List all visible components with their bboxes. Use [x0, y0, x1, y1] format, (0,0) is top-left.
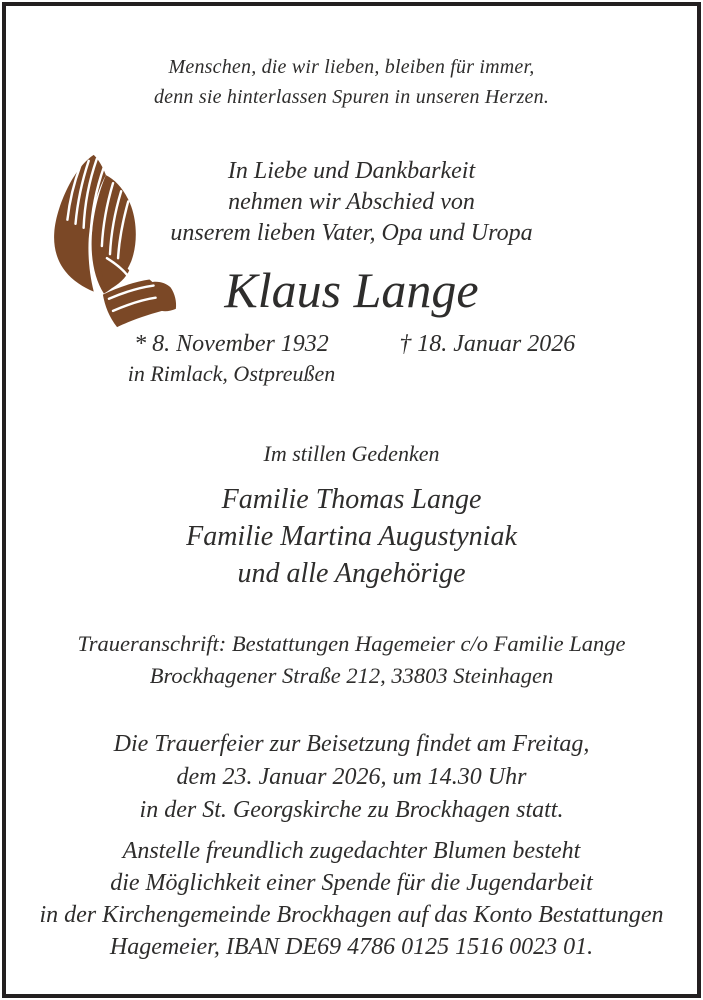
mourners-list [6, 481, 697, 592]
funeral-details [6, 728, 697, 827]
text-line: in der St. Georgskirche zu Brockhagen statt. [139, 797, 564, 823]
text-line: in der Kirchengemeinde Brockhagen auf das Konto Bestattungen [39, 902, 664, 928]
text-line: Familie Martina Augustyniak [186, 521, 517, 552]
remembrance-heading: Im stillen Gedenken [263, 441, 440, 466]
birth-date: * 8. November 1932 [134, 331, 329, 357]
text-line: Traueranschrift: Bestattungen Hagemeier c/o Familie Lange [77, 631, 626, 656]
death-date: † 18. Januar 2026 [399, 331, 576, 357]
memorial-opening [6, 156, 697, 249]
donation-note [6, 835, 697, 963]
text-line: In Liebe und Dankbarkeit [227, 158, 476, 184]
obituary-notice [2, 2, 701, 998]
text-line: Menschen, die wir lieben, bleiben für immer, [168, 56, 535, 78]
text-line: und alle Angehörige [237, 558, 466, 589]
text-line: denn sie hinterlassen Spuren in unseren Herzen. [153, 86, 550, 108]
text-line: dem 23. Januar 2026, um 14.30 Uhr [176, 764, 527, 790]
text-line: Die Trauerfeier zur Beisetzung findet am Freitag, [113, 731, 590, 757]
text-line: Familie Thomas Lange [221, 484, 482, 515]
birth-place: in Rimlack, Ostpreußen [127, 361, 336, 386]
text-line: Brockhagener Straße 212, 33803 Steinhagen [149, 663, 554, 688]
text-line: die Möglichkeit einer Spende für die Jugendarbeit [110, 870, 593, 896]
text-line: Hagemeier, IBAN DE69 4786 0125 1516 0023 01. [109, 934, 594, 960]
deceased-name: Klaus Lange [224, 262, 479, 318]
postal-address [6, 628, 697, 692]
life-dates [6, 329, 697, 389]
birth-block [128, 329, 336, 389]
text-line: Anstelle freundlich zugedachter Blumen besteht [122, 838, 581, 864]
text-line: unserem lieben Vater, Opa und Uropa [170, 220, 533, 246]
text-line: nehmen wir Abschied von [228, 189, 475, 215]
epigraph [6, 52, 697, 112]
